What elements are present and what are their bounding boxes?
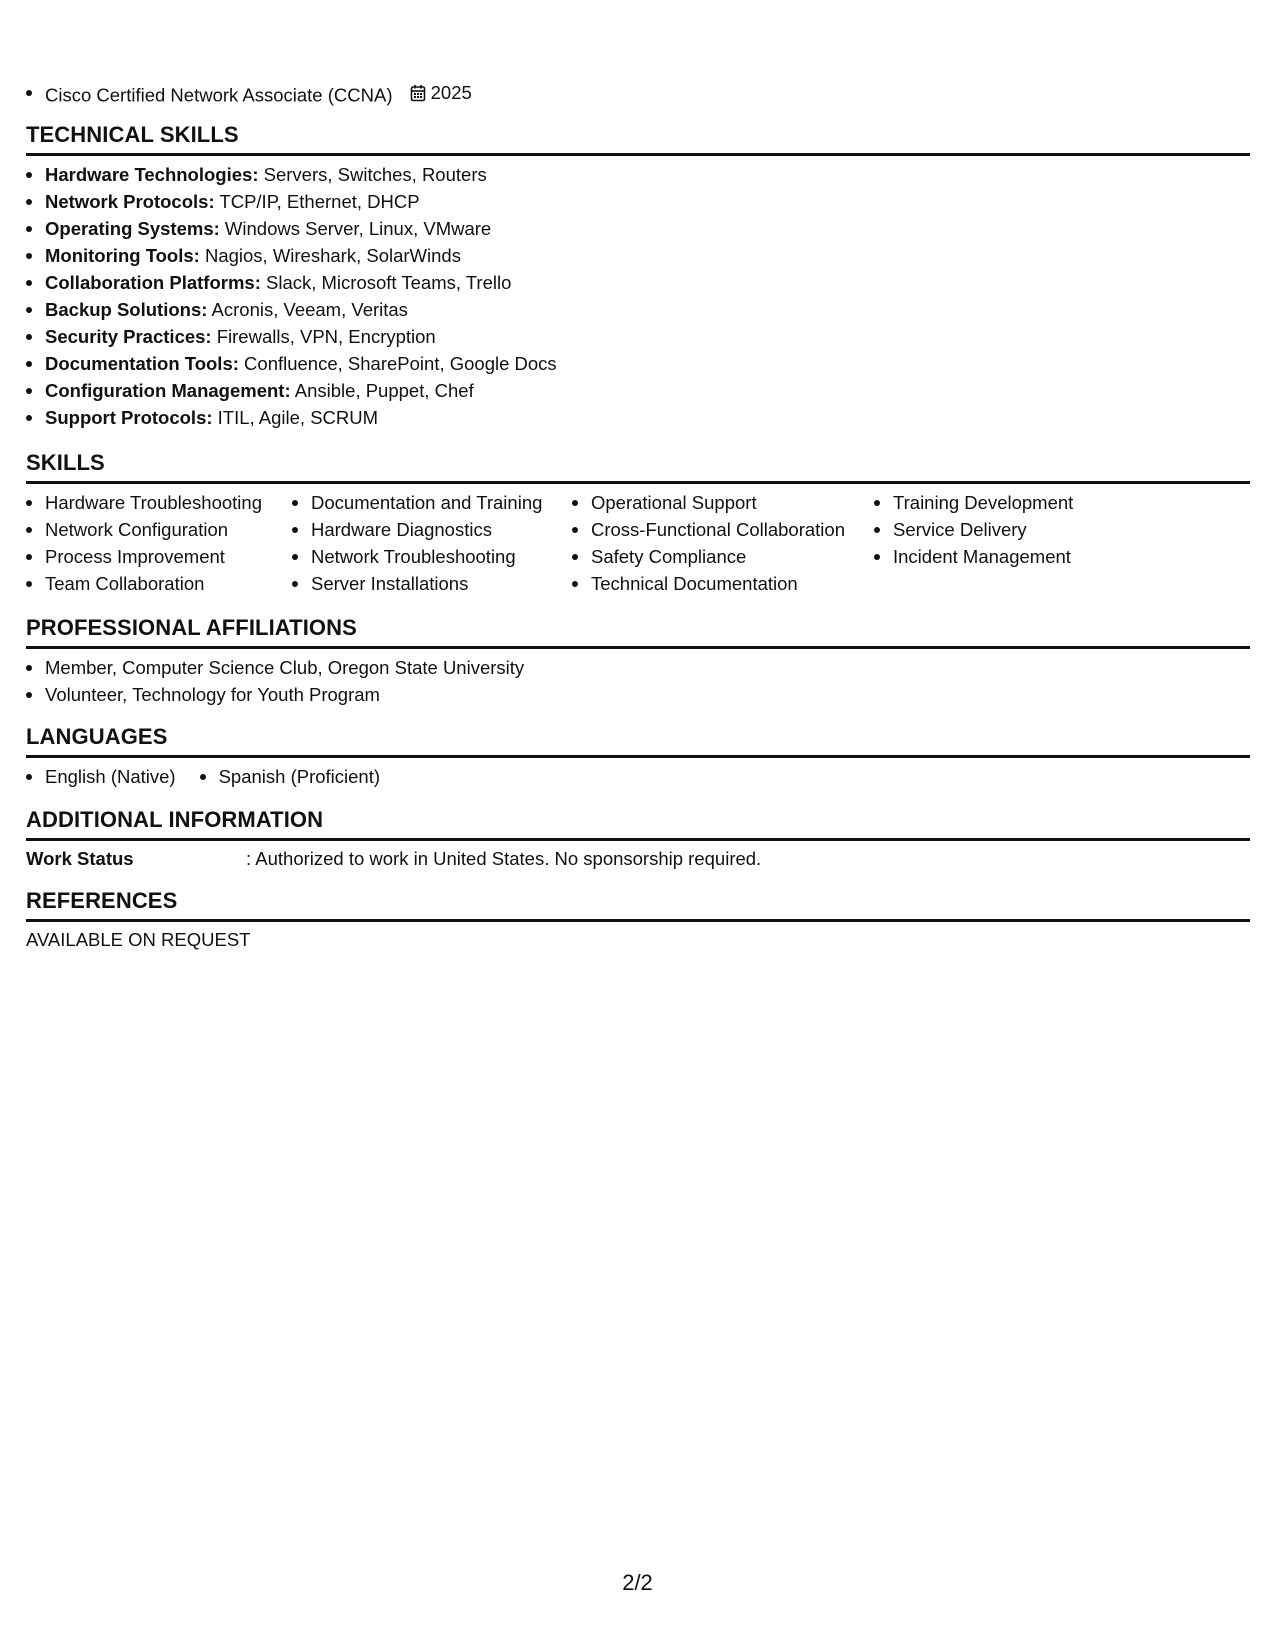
calendar-icon bbox=[410, 84, 426, 102]
work-status-row bbox=[26, 846, 1250, 872]
list-item: Network Troubleshooting bbox=[292, 543, 572, 570]
languages-list bbox=[26, 763, 1250, 790]
list-item: Volunteer, Technology for Youth Program bbox=[26, 681, 1250, 708]
skill-value: Nagios, Wireshark, SolarWinds bbox=[204, 245, 461, 266]
work-status-value: : Authorized to work in United States. No sponsorship required. bbox=[246, 848, 762, 869]
affiliations-list bbox=[26, 654, 1250, 708]
skill-value: Acronis, Veeam, Veritas bbox=[211, 299, 408, 320]
list-item bbox=[26, 269, 1250, 296]
list-item: Technical Documentation bbox=[572, 570, 874, 597]
list-item: Spanish (Proficient) bbox=[200, 763, 380, 790]
skill-label: Documentation Tools: bbox=[45, 353, 239, 374]
work-status-label: Work Status bbox=[26, 848, 134, 869]
list-item: Documentation and Training bbox=[292, 489, 572, 516]
section-title-references: REFERENCES bbox=[26, 887, 1250, 922]
list-item bbox=[26, 296, 1250, 323]
references-text: AVAILABLE ON REQUEST bbox=[26, 929, 251, 950]
skill-label: Hardware Technologies: bbox=[45, 164, 259, 185]
list-item: Server Installations bbox=[292, 570, 572, 597]
list-item: Hardware Diagnostics bbox=[292, 516, 572, 543]
list-item: Process Improvement bbox=[26, 543, 292, 570]
page-number: 2/2 bbox=[622, 1570, 653, 1595]
technical-skills-list bbox=[26, 161, 1250, 431]
skill-value: Windows Server, Linux, VMware bbox=[224, 218, 492, 239]
skill-label: Monitoring Tools: bbox=[45, 245, 200, 266]
additional-info-section bbox=[26, 806, 1250, 872]
list-item bbox=[26, 242, 1250, 269]
skill-value: Firewalls, VPN, Encryption bbox=[216, 326, 436, 347]
skill-value: ITIL, Agile, SCRUM bbox=[217, 407, 379, 428]
skills-column-4 bbox=[874, 489, 1134, 597]
list-item: Cross-Functional Collaboration bbox=[572, 516, 874, 543]
skill-label: Backup Solutions: bbox=[45, 299, 208, 320]
skill-value: Servers, Switches, Routers bbox=[263, 164, 487, 185]
skill-value: Slack, Microsoft Teams, Trello bbox=[266, 272, 512, 293]
skill-label: Security Practices: bbox=[45, 326, 212, 347]
certification-year: 2025 bbox=[430, 82, 472, 103]
section-title-languages: LANGUAGES bbox=[26, 723, 1250, 758]
section-title-additional-info: ADDITIONAL INFORMATION bbox=[26, 806, 1250, 841]
skill-value: Confluence, SharePoint, Google Docs bbox=[244, 353, 557, 374]
section-title-technical-skills: TECHNICAL SKILLS bbox=[26, 121, 1250, 156]
list-item bbox=[26, 323, 1250, 350]
technical-skills-section bbox=[26, 121, 1250, 431]
certification-date bbox=[410, 79, 472, 106]
affiliations-section bbox=[26, 614, 1250, 708]
skill-value: Ansible, Puppet, Chef bbox=[294, 380, 474, 401]
list-item bbox=[26, 350, 1250, 377]
list-item: Incident Management bbox=[874, 543, 1134, 570]
skill-label: Collaboration Platforms: bbox=[45, 272, 261, 293]
list-item: Team Collaboration bbox=[26, 570, 292, 597]
section-title-affiliations: PROFESSIONAL AFFILIATIONS bbox=[26, 614, 1250, 649]
skill-label: Network Protocols: bbox=[45, 191, 215, 212]
list-item: Training Development bbox=[874, 489, 1134, 516]
languages-section bbox=[26, 723, 1250, 790]
skill-value: TCP/IP, Ethernet, DHCP bbox=[219, 191, 420, 212]
skill-label: Configuration Management: bbox=[45, 380, 291, 401]
skill-label: Operating Systems: bbox=[45, 218, 220, 239]
skills-section bbox=[26, 449, 1250, 597]
section-title-skills: SKILLS bbox=[26, 449, 1250, 484]
list-item: Service Delivery bbox=[874, 516, 1134, 543]
list-item: Operational Support bbox=[572, 489, 874, 516]
certification-item bbox=[26, 79, 472, 109]
list-item: Network Configuration bbox=[26, 516, 292, 543]
list-item bbox=[26, 161, 1250, 188]
list-item bbox=[26, 404, 1250, 431]
list-item bbox=[26, 215, 1250, 242]
skills-columns bbox=[26, 489, 1250, 597]
certification-list bbox=[26, 79, 472, 109]
list-item bbox=[26, 377, 1250, 404]
references-section bbox=[26, 887, 1250, 953]
list-item: Member, Computer Science Club, Oregon State University bbox=[26, 654, 1250, 681]
list-item: Hardware Troubleshooting bbox=[26, 489, 292, 516]
skills-column-1 bbox=[26, 489, 292, 597]
certification-name: Cisco Certified Network Associate (CCNA) bbox=[45, 84, 393, 106]
skills-column-2 bbox=[292, 489, 572, 597]
skill-label: Support Protocols: bbox=[45, 407, 213, 428]
list-item bbox=[26, 188, 1250, 215]
skills-column-3 bbox=[572, 489, 874, 597]
list-item: Safety Compliance bbox=[572, 543, 874, 570]
list-item: English (Native) bbox=[26, 763, 176, 790]
